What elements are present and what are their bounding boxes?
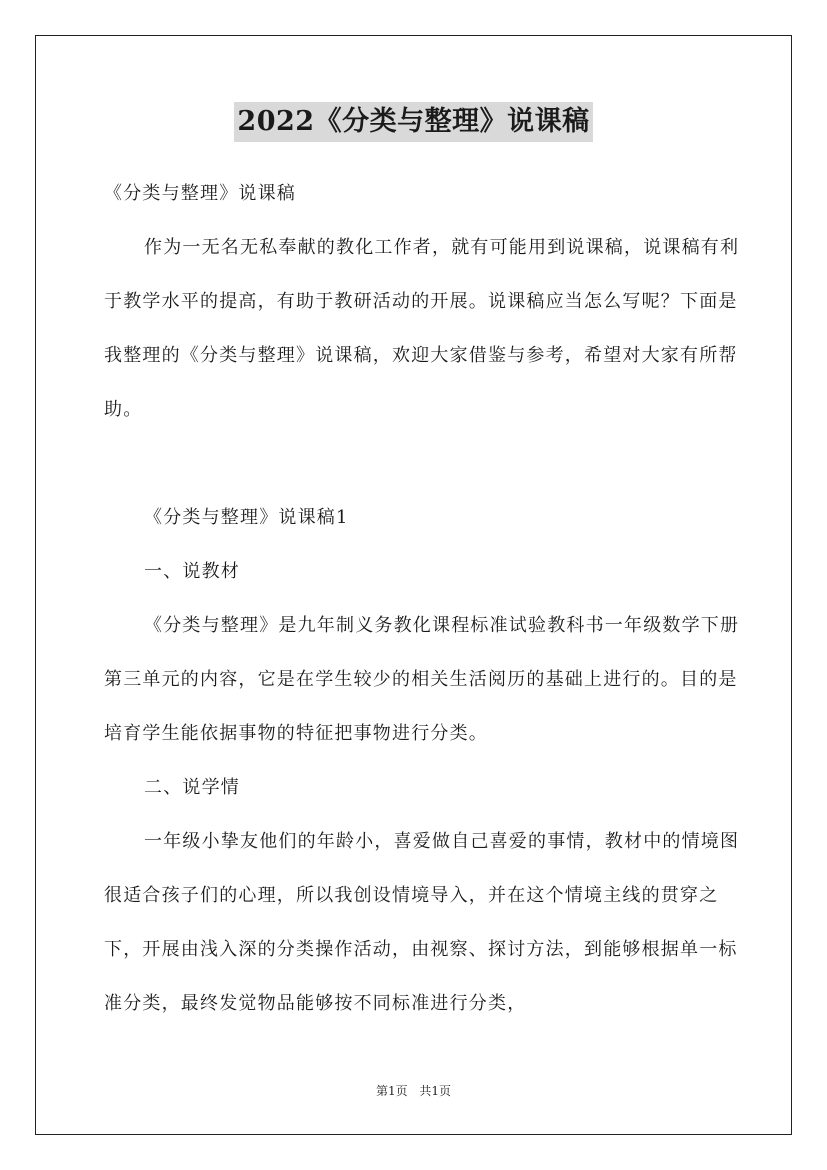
intro-paragraph: 作为一无名无私奉献的教化工作者，就有可能用到说课稿，说课稿有利于教学水平的提高，有助于教研活动的开展。说课稿应当怎么写呢？下面是我整理的《分类与整理》说课稿，欢迎大家借鉴与参考，希望对大家有所帮助。 <box>104 237 740 420</box>
document-body <box>104 167 744 1031</box>
heading-textbook: 一、说教材 <box>144 561 240 582</box>
document-title-text: 2022《分类与整理》说课稿 <box>234 102 592 142</box>
blank-line <box>104 437 744 491</box>
page-number-total: 共1页 <box>419 1084 452 1098</box>
page-number-current: 第1页 <box>375 1084 408 1098</box>
document-subtitle: 《分类与整理》说课稿 <box>104 183 296 204</box>
page-footer <box>0 1082 827 1099</box>
document-title <box>0 100 827 142</box>
textbook-paragraph: 《分类与整理》是九年制义务教化课程标准试验教科书一年级数学下册第三单元的内容，它是在学生较少的相关生活阅历的基础上进行的。目的是培育学生能依据事物的特征把事物进行分类。 <box>104 615 740 744</box>
section-title: 《分类与整理》说课稿1 <box>144 507 349 528</box>
student-analysis-paragraph: 一年级小挚友他们的年龄小，喜爱做自己喜爱的事情，教材中的情境图很适合孩子们的心理，所以我创设情境导入，并在这个情境主线的贯穿之下，开展由浅入深的分类操作活动，由视察、探讨方法，到能够根据单一标准分类，最终发觉物品能够按不同标准进行分类， <box>104 831 740 1014</box>
heading-student-analysis: 二、说学情 <box>144 777 240 798</box>
